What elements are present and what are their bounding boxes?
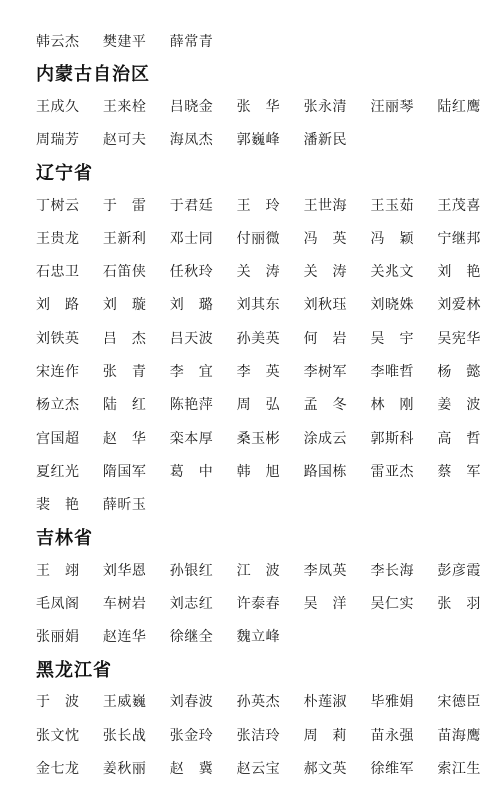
person-name: 周瑞芳: [36, 132, 80, 149]
person-name: 隋国军: [102, 463, 147, 480]
person-name: 江 波: [236, 562, 281, 579]
person-name: 陆红鹰: [437, 98, 481, 115]
person-name: 孟 冬: [303, 397, 348, 414]
region-heading: 辽宁省: [36, 162, 93, 184]
person-name: 杨立杰: [36, 397, 80, 414]
person-name: 丁树云: [36, 197, 80, 214]
name-row: [36, 586, 486, 619]
person-name: 孙美英: [236, 330, 281, 347]
person-name: 姜 波: [437, 397, 481, 414]
person-name: 葛 中: [169, 463, 214, 480]
person-name: 魏立峰: [236, 629, 281, 646]
name-row: [36, 421, 486, 454]
person-name: 吴仁实: [370, 595, 414, 612]
person-name: 李长海: [370, 562, 414, 579]
person-name: 郭斯科: [370, 430, 414, 447]
person-name: 宫国超: [36, 430, 80, 447]
person-name: 吕 杰: [102, 330, 147, 347]
person-name: 周 弘: [236, 397, 281, 414]
person-name: 李 宜: [169, 364, 214, 381]
person-name: 王来栓: [102, 98, 147, 115]
person-name: 张 华: [236, 98, 281, 115]
person-name: 王茂喜: [437, 197, 481, 214]
person-name: 石忠卫: [36, 264, 80, 281]
person-name: 王贵龙: [36, 230, 80, 247]
person-name: 刘秋珏: [303, 297, 348, 314]
person-name: 吕天波: [169, 330, 214, 347]
name-row: [36, 123, 486, 156]
person-name: 薛昕玉: [102, 497, 147, 514]
person-name: 王玉茹: [370, 197, 414, 214]
person-name: 王 翊: [36, 562, 80, 579]
person-name: 何 岩: [303, 330, 348, 347]
person-name: 张金玲: [169, 727, 214, 744]
person-name: 苗永强: [370, 727, 414, 744]
person-name: 冯 英: [303, 230, 348, 247]
name-row: [36, 388, 486, 421]
person-name: 许泰春: [236, 595, 281, 612]
person-name: 彭彦霞: [437, 562, 481, 579]
person-name: 刘春波: [169, 694, 214, 711]
person-name: 邓士同: [169, 230, 214, 247]
person-name: 赵 冀: [169, 760, 214, 777]
name-row: [36, 89, 486, 122]
person-name: 裴 艳: [36, 497, 80, 514]
person-name: 刘爱林: [437, 297, 481, 314]
person-name: 苗海鹰: [437, 727, 481, 744]
person-name: 于君廷: [169, 197, 214, 214]
name-row: [36, 488, 486, 521]
person-name: 徐继全: [169, 629, 214, 646]
person-name: 王威巍: [102, 694, 147, 711]
person-name: 徐维军: [370, 760, 414, 777]
person-name: 孙英杰: [236, 694, 281, 711]
person-name: 周 莉: [303, 727, 348, 744]
person-name: 桑玉彬: [236, 430, 281, 447]
person-name: 涂成云: [303, 430, 348, 447]
person-name: 吕晓金: [169, 98, 214, 115]
name-row: [36, 188, 486, 221]
person-name: 刘晓姝: [370, 297, 414, 314]
name-row: [36, 454, 486, 487]
person-name: 蔡 军: [437, 463, 481, 480]
name-row: [36, 321, 486, 354]
person-name: 韩云杰: [36, 33, 80, 50]
person-name: 吴 宇: [370, 330, 414, 347]
person-name: 路国栋: [303, 463, 348, 480]
name-row: [36, 254, 486, 287]
person-name: 付丽微: [236, 230, 281, 247]
person-name: 于 波: [36, 694, 80, 711]
person-name: 樊建平: [102, 33, 147, 50]
person-name: 于 雷: [102, 197, 147, 214]
person-name: 关 涛: [236, 264, 281, 281]
person-name: 刘铁英: [36, 330, 80, 347]
name-row: [36, 718, 486, 751]
person-name: 陈艳萍: [169, 397, 214, 414]
person-name: 海凤杰: [169, 132, 214, 149]
person-name: 李唯哲: [370, 364, 414, 381]
person-name: 朴莲淑: [303, 694, 348, 711]
name-row: [36, 619, 486, 652]
person-name: 栾本厚: [169, 430, 214, 447]
person-name: 索江生: [437, 760, 481, 777]
person-name: 张丽娟: [36, 629, 80, 646]
person-name: 韩 旭: [236, 463, 281, 480]
person-name: 汪丽琴: [370, 98, 414, 115]
person-name: 高 哲: [437, 430, 481, 447]
person-name: 姜秋丽: [102, 760, 147, 777]
person-name: 李凤英: [303, 562, 348, 579]
name-list-page: [36, 24, 486, 785]
person-name: 张永清: [303, 98, 348, 115]
person-name: 吴宪华: [437, 330, 481, 347]
person-name: 张 青: [102, 364, 147, 381]
name-row: [36, 354, 486, 387]
person-name: 冯 颖: [370, 230, 414, 247]
person-name: 刘 璇: [102, 297, 147, 314]
person-name: 李树军: [303, 364, 348, 381]
person-name: 李 英: [236, 364, 281, 381]
person-name: 雷亚杰: [370, 463, 414, 480]
person-name: 刘 艳: [437, 264, 481, 281]
person-name: 孙银红: [169, 562, 214, 579]
person-name: 宋连作: [36, 364, 80, 381]
person-name: 陆 红: [102, 397, 147, 414]
person-name: 张文忱: [36, 727, 80, 744]
person-name: 宁继邦: [437, 230, 481, 247]
person-name: 刘其东: [236, 297, 281, 314]
person-name: 王成久: [36, 98, 80, 115]
region-heading: 吉林省: [36, 527, 93, 549]
person-name: 薛常青: [169, 33, 214, 50]
person-name: 郭巍峰: [236, 132, 281, 149]
person-name: 吴 洋: [303, 595, 348, 612]
person-name: 赵可夫: [102, 132, 147, 149]
person-name: 张长战: [102, 727, 147, 744]
person-name: 宋德臣: [437, 694, 481, 711]
person-name: 潘新民: [303, 132, 348, 149]
region-heading: 内蒙古自治区: [36, 64, 150, 86]
person-name: 杨 懿: [437, 364, 481, 381]
person-name: 金七龙: [36, 760, 80, 777]
person-name: 王世海: [303, 197, 348, 214]
person-name: 王 玲: [236, 197, 281, 214]
name-row: [36, 24, 486, 57]
name-row: [36, 553, 486, 586]
person-name: 刘志红: [169, 595, 214, 612]
person-name: 郝文英: [303, 760, 348, 777]
region-heading: 黑龙江省: [36, 659, 112, 681]
person-name: 刘 璐: [169, 297, 214, 314]
person-name: 刘 路: [36, 297, 80, 314]
person-name: 赵云宝: [236, 760, 281, 777]
name-row: [36, 751, 486, 784]
person-name: 石笛侠: [102, 264, 147, 281]
person-name: 赵 华: [102, 430, 147, 447]
name-row: [36, 685, 486, 718]
person-name: 张 羽: [437, 595, 481, 612]
person-name: 关兆文: [370, 264, 414, 281]
person-name: 刘华恩: [102, 562, 147, 579]
name-row: [36, 221, 486, 254]
person-name: 王新利: [102, 230, 147, 247]
name-row: [36, 288, 486, 321]
person-name: 林 刚: [370, 397, 414, 414]
person-name: 车树岩: [102, 595, 147, 612]
person-name: 任秋玲: [169, 264, 214, 281]
person-name: 毛凤阁: [36, 595, 80, 612]
person-name: 赵连华: [102, 629, 147, 646]
person-name: 张洁玲: [236, 727, 281, 744]
person-name: 关 涛: [303, 264, 348, 281]
person-name: 夏红光: [36, 463, 80, 480]
person-name: 毕雅娟: [370, 694, 414, 711]
